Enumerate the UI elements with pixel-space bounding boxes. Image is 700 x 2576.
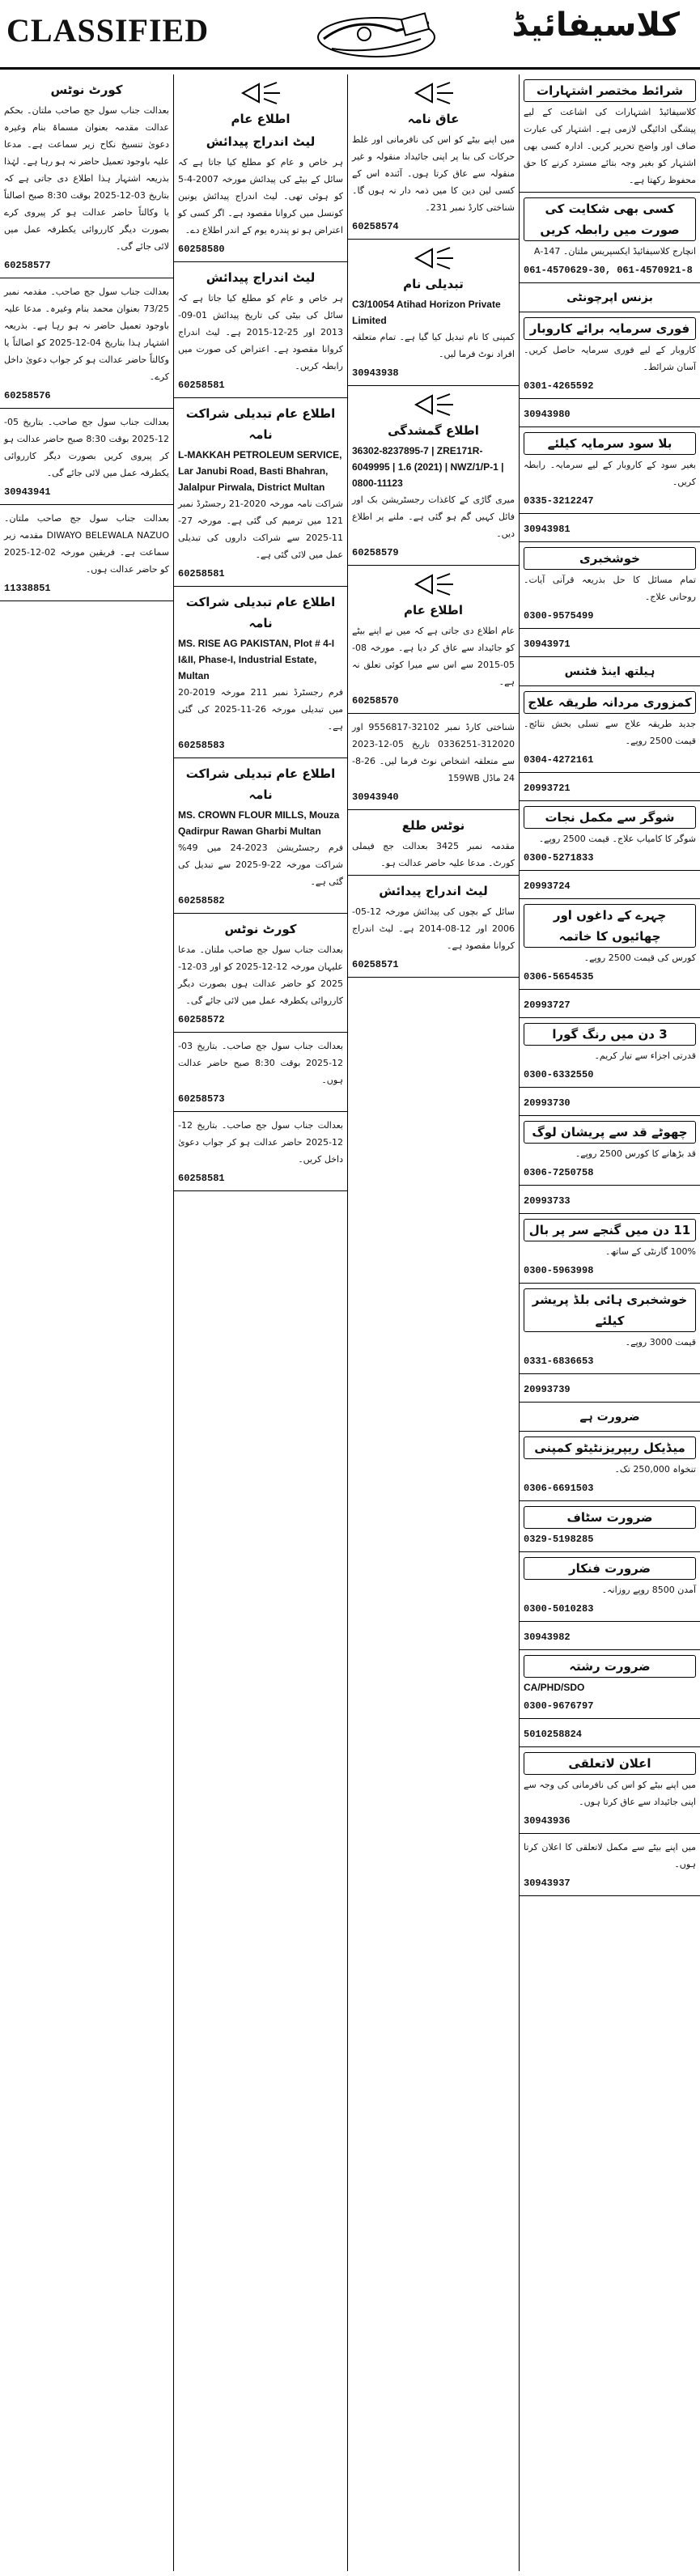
ad-code: 20993739 — [524, 1384, 571, 1395]
classified-ad — [348, 876, 519, 978]
ad-title: لیٹ اندراج پیدائش — [206, 270, 316, 285]
ad-title: اطلاع عام — [231, 112, 291, 126]
ad-code: 0300-9575499 — [524, 610, 594, 622]
ad-body: قدرتی اجزاء سے تیار کریم۔ — [594, 1050, 696, 1061]
classified-ad — [174, 1033, 347, 1112]
ad-body: شوگر کا کامیاب علاج۔ قیمت 2500 روپے۔ — [538, 834, 696, 844]
ad-code: 60258573 — [178, 1093, 225, 1105]
ad-body: بعدالت جناب سول جج صاحب۔ بتاریخ 03-12-2025 بوقت 8:30 صبح حاضر عدالت ہوں۔ — [178, 1041, 344, 1085]
ad-title: کورٹ نوٹس — [224, 922, 297, 936]
ad-body: ہر خاص و عام کو مطلع کیا جاتا ہے کہ سائل کے بیٹے کی پیدائش مورخہ 2007-4-5 کو ہوئی تھی۔ لیٹ اندراج پیدائش یونین کونسل میں کروانا مقصود ہے۔ اگر کسی کو اعتراض ہو تو پندرہ یوم کے اندر اطلاع دے۔ — [178, 157, 343, 236]
ad-english-text: 36302-8237895-7 | ZRE171R-6049995 | 1.6 (2021) | NWZ/1/P-1 | 0800-11123 — [352, 445, 504, 489]
classified-title-ur: کلاسیفائیڈ — [511, 6, 680, 44]
column-2 — [173, 74, 347, 2571]
megaphone-icon — [409, 244, 458, 272]
ad-code: 60258582 — [178, 895, 225, 906]
ad-code: 0335-3212247 — [524, 495, 594, 507]
ad-code: 061-4570629-30, 061-4570921-8 — [524, 265, 693, 276]
chain-icon — [409, 79, 458, 107]
classified-ad — [520, 74, 700, 193]
ad-body: فرم رجسٹرڈ نمبر 211 مورخہ 2019-20 میں تبدیلی مورخہ 26-11-2025 کی گئی ہے۔ — [178, 687, 344, 732]
ad-body: جدید طریقہ علاج سے تسلی بخش نتائج۔ قیمت 2500 روپے۔ — [524, 719, 696, 746]
classified-ad — [174, 74, 347, 262]
ad-code: 0300-5963998 — [524, 1265, 594, 1276]
ad-code: 20993721 — [524, 783, 571, 794]
ad-body: کاروبار کے لیے فوری سرمایہ حاصل کریں۔ آسان شرائط۔ — [524, 345, 696, 372]
section-heading: ضرورت ہے — [520, 1403, 700, 1432]
ad-code: 60258581 — [178, 380, 225, 391]
classified-ad — [348, 714, 519, 810]
ad-body: شراکت نامہ مورخہ 2020-21 رجسٹرڈ نمبر 121 میں ترمیم کی گئی ہے۔ مورخہ 27-11-2025 سے شراکت داروں کی تبدیلی عمل میں لائی گئی ہے۔ — [178, 499, 343, 560]
ad-title: چہرے کے داغوں اور چھائیوں کا خاتمہ — [524, 904, 696, 948]
ad-title: میڈیکل ریپریزنٹیٹو کمپنی — [524, 1437, 696, 1459]
ad-code: 0301-4265592 — [524, 380, 594, 392]
ad-title: ضرورت سٹاف — [524, 1506, 696, 1529]
classified-ad — [174, 758, 347, 914]
classified-ad — [520, 801, 700, 871]
classified-ad — [174, 262, 347, 398]
ad-body: بعدالت جناب سول جج صاحب ملتان۔ بحکم عدالت مقدمہ بعنوان مسماۃ بنام وغیرہ دعویٰ تنسیخ نکاح زیر سماعت ہے۔ مدعا علیہ باوجود تعمیل حاضر نہ ہو رہا ہے۔ لہٰذا بذریعہ اشتہار ہذا اطلاع دی جاتی ہے کہ بتاریخ 03-12-2025 بوقت 8:30 صبح اصالتاً یا وکالتاً حاضر عدالت ہو کر پیروی کرے بصورت دیگر کارروائی یکطرفہ عمل میں لائی جائے گی۔ — [4, 105, 170, 252]
ad-body: قیمت 3000 روپے۔ — [625, 1337, 696, 1347]
ad-code: 30943938 — [352, 367, 399, 379]
classified-ad — [348, 74, 519, 240]
ad-code: 30943936 — [524, 1815, 571, 1827]
ad-code: 60258583 — [178, 740, 225, 751]
ad-body: آمدن 8500 روپے روزانہ۔ — [601, 1585, 696, 1595]
megaphone-icon — [409, 391, 458, 418]
ad-body: کورس کی قیمت 2500 روپے۔ — [583, 953, 696, 963]
section-heading: ہیلتھ اینڈ فٹنس — [520, 657, 700, 686]
classified-ad — [520, 1284, 700, 1374]
ad-body: بعدالت جناب سول جج صاحب۔ بتاریخ 05-12-2025 بوقت 8:30 صبح حاضر عدالت ہو کر پیروی کریں بصورت دیگر کارروائی یکطرفہ عمل میں لائی جائے گی۔ — [4, 417, 170, 478]
ad-code: 0306-5654535 — [524, 971, 594, 982]
handshake-illustration-icon — [308, 6, 445, 63]
classified-ad — [520, 1186, 700, 1214]
ad-code: 20993733 — [524, 1195, 571, 1207]
ad-english-text: MS. CROWN FLOUR MILLS, Mouza Qadirpur Rawan Gharbi Multan — [178, 809, 340, 837]
ad-code: 20993724 — [524, 881, 571, 892]
classified-ad — [520, 871, 700, 899]
ad-body: فرم رجسٹریشن 2023-24 میں 49% شراکت مورخہ 22-9-2025 سے تبدیل کی گئی ہے۔ — [178, 842, 343, 887]
ad-title: ضرورت فنکار — [524, 1557, 696, 1580]
ad-code: 30943940 — [352, 791, 399, 803]
ad-body: میں اپنے بیٹے سے مکمل لاتعلقی کا اعلان کرتا ہوں۔ — [524, 1842, 696, 1869]
ad-body: کلاسیفائیڈ اشتہارات کی اشاعت کے لیے پیشگی ادائیگی لازمی ہے۔ اشتہار کی عبارت صاف اور واضح تحریر کریں۔ ادارہ کسی بھی اشتہار کو بغیر وجہ بتائے مسترد کرنے کا حق محفوظ رکھتا ہے۔ — [524, 107, 696, 185]
ad-body: تنخواہ 250,000 تک۔ — [614, 1464, 696, 1475]
ad-code: 60258576 — [4, 390, 51, 401]
ad-title: شرائط مختصر اشتہارات — [524, 79, 696, 102]
ad-code: 30943982 — [524, 1632, 571, 1643]
ad-title: اعلان لاتعلقی — [524, 1752, 696, 1775]
classified-ad — [0, 409, 173, 505]
ad-body: بغیر سود کے کاروبار کے لیے سرمایہ۔ رابطہ کریں۔ — [524, 460, 696, 487]
classified-ad — [520, 1018, 700, 1088]
ad-code: 30943971 — [524, 639, 571, 650]
ad-title: فوری سرمایہ برائے کاروبار — [524, 317, 696, 340]
classified-ad — [0, 505, 173, 601]
ad-code: 60258581 — [178, 568, 225, 579]
classified-ad — [520, 1622, 700, 1650]
ad-code: 30943937 — [524, 1878, 571, 1889]
classified-ad — [520, 1116, 700, 1186]
ad-title: تبدیلی نام — [403, 277, 464, 291]
classified-ad — [520, 542, 700, 629]
classified-ad — [174, 587, 347, 758]
ad-english-text: CA/PHD/SDO — [524, 1682, 585, 1693]
ad-title: خوشخبری ہائی بلڈ پریشر کیلئے — [524, 1288, 696, 1332]
ad-code: 0306-7250758 — [524, 1167, 594, 1178]
ad-english-text: C3/10054 Atihad Horizon Private Limited — [352, 299, 501, 326]
page-header — [0, 0, 700, 70]
megaphone-icon — [409, 571, 458, 598]
ad-title: اطلاع عام — [403, 603, 463, 617]
ad-body: بعدالت جناب سول جج صاحب۔ بتاریخ 12-12-2025 حاضر عدالت ہو کر جواب دعویٰ داخل کریں۔ — [178, 1120, 343, 1165]
classified-ad — [520, 1214, 700, 1284]
classified-ad — [520, 990, 700, 1018]
classified-ad — [520, 1747, 700, 1834]
classified-ad — [520, 399, 700, 427]
ad-code: 60258571 — [352, 959, 399, 970]
classified-ad — [520, 899, 700, 990]
ad-code: 0300-5271833 — [524, 852, 594, 864]
ad-english-text: MS. RISE AG PAKISTAN, Plot # 4-I I&II, Phase-I, Industrial Estate, Multan — [178, 638, 335, 681]
classified-title-en: CLASSIFIED — [6, 12, 210, 49]
ad-body: میں اپنے بیٹے کو اس کی نافرمانی کی وجہ سے اپنی جائیداد سے عاق کرتا ہوں۔ — [524, 1780, 696, 1807]
ad-code: 0300-5010283 — [524, 1603, 594, 1615]
classified-ad — [520, 193, 700, 283]
classified-ad — [520, 1374, 700, 1403]
ad-title: شوگر سے مکمل نجات — [524, 806, 696, 829]
column-3 — [347, 74, 519, 2571]
ad-body: میں اپنے بیٹے کو اس کی نافرمانی اور غلط حرکات کی بنا پر اپنی جائیداد منقولہ و غیر منقولہ سے عاق کرتا ہوں۔ آئندہ اس کے کسی لین دین کا میں ذمہ دار نہ ہوں گا۔ شناختی کارڈ نمبر 231۔ — [352, 134, 515, 213]
ad-title: 11 دن میں گنجے سر پر بال — [524, 1219, 696, 1241]
classified-ad — [520, 427, 700, 514]
classified-columns — [0, 74, 700, 2571]
section-heading: بزنس اپرچونٹی — [520, 283, 700, 312]
ad-title: نوٹس طلع — [401, 818, 465, 833]
ad-body: ہر خاص و عام کو مطلع کیا جاتا ہے کہ سائل کی بیٹی کی تاریخ پیدائش 01-09-2013 اور 25-12-2015 ہے۔ لیٹ اندراج کروانا مقصود ہے۔ اعتراض کی صورت میں رابطہ کریں۔ — [178, 293, 343, 371]
ad-code: 0304-4272161 — [524, 754, 594, 766]
classified-ad — [348, 386, 519, 566]
ad-body: بعدالت جناب سول جج صاحب ملتان۔ DIWAYO BELEWALA NAZUO مقدمہ زیر سماعت ہے۔ فریقین مورخہ 02-12-2025 کو حاضر عدالت ہوں۔ — [4, 513, 169, 575]
ad-code: 30943941 — [4, 486, 51, 498]
ad-title: لیٹ اندراج پیدائش — [379, 884, 488, 898]
ad-title: بلا سود سرمایہ کیلئے — [524, 432, 696, 455]
ad-body: سائل کے بچوں کی پیدائش مورخہ 12-05-2006 اور 12-08-2014 ہے۔ لیٹ اندراج کروانا مقصود ہے۔ — [352, 906, 515, 951]
ad-body: عام اطلاع دی جاتی ہے کہ میں نے اپنے بیٹے کو جائیداد سے عاق کر دیا ہے۔ مورخہ 08-05-2015 سے اس سے میرا کوئی تعلق نہ ہے۔ — [352, 626, 515, 687]
ad-english-text: L-MAKKAH PETROLEUM SERVICE, Lar Janubi Road, Basti Bhahran, Jalalpur Pirwala, District Multan — [178, 449, 342, 493]
ad-title: ضرورت رشتہ — [524, 1655, 696, 1678]
ad-body: کمپنی کا نام تبدیل کیا گیا ہے۔ تمام متعلقہ افراد نوٹ فرما لیں۔ — [352, 332, 515, 359]
classified-ad — [348, 240, 519, 386]
classified-ad — [0, 278, 173, 409]
classified-ad — [348, 810, 519, 876]
ad-code: 11338851 — [4, 583, 51, 594]
classified-ad — [520, 312, 700, 399]
ad-subtitle: لیٹ اندراج پیدائش — [206, 134, 316, 149]
ad-title: 3 دن میں رنگ گورا — [524, 1023, 696, 1046]
ad-body: شناختی کارڈ نمبر 32102-9556817 اور 312020-0336251 تاریخ 05-12-2023 سے متعلقہ اشخاص نوٹ فرما لیں۔ 26-8-24 ماڈل 159WB — [352, 722, 515, 783]
ad-body: مقدمہ نمبر 3425 بعدالت جج فیملی کورٹ۔ مدعا علیہ حاضر عدالت ہو۔ — [352, 841, 515, 868]
ad-code: 0329-5198285 — [524, 1534, 594, 1545]
classified-ad — [174, 1112, 347, 1191]
classified-ad — [520, 1432, 700, 1501]
ad-body: 100% گارنٹی کے ساتھ۔ — [605, 1246, 696, 1257]
ad-title: کسی بھی شکایت کی صورت میں رابطہ کریں — [524, 197, 696, 241]
ad-code: 0331-6836653 — [524, 1356, 594, 1367]
classified-ad — [174, 398, 347, 587]
ad-code: 60258570 — [352, 695, 399, 707]
ad-body: قد بڑھانے کا کورس 2500 روپے۔ — [575, 1148, 696, 1159]
classified-ad — [520, 629, 700, 657]
ad-title: اطلاع عام تبدیلی شراکت نامہ — [185, 595, 336, 630]
classified-ad — [174, 914, 347, 1033]
classified-ad — [0, 74, 173, 278]
classified-ad — [520, 1834, 700, 1896]
ad-body: تمام مسائل کا حل بذریعہ قرآنی آیات۔ روحانی علاج۔ — [524, 575, 696, 602]
classified-ad — [520, 514, 700, 542]
ad-code: 5010258824 — [524, 1729, 583, 1740]
classified-ad — [520, 1501, 700, 1552]
ad-code: 30943981 — [524, 524, 571, 535]
ad-code: 60258581 — [178, 1173, 225, 1184]
ad-code: 60258579 — [352, 547, 399, 558]
classified-ad — [520, 1552, 700, 1622]
ad-body: بعدالت جناب سول جج صاحب۔ مقدمہ نمبر 73/25 بعنوان محمد بنام وغیرہ۔ مدعا علیہ باوجود تعمیل حاضر نہ ہو رہا ہے۔ بذریعہ اشتہار ہذا بتاریخ 04-12-2025 کو اصالتاً یا وکالتاً حاضر عدالت ہو کر جواب دعویٰ داخل کرے۔ — [4, 286, 169, 382]
ad-code: 60258580 — [178, 244, 225, 255]
ad-title: اطلاع گمشدگی — [388, 423, 479, 438]
classified-ad — [520, 1719, 700, 1747]
ad-code: 20993730 — [524, 1097, 571, 1109]
ad-code: 0300-6332550 — [524, 1069, 594, 1080]
ad-title: اطلاع عام تبدیلی شراکت نامہ — [185, 766, 336, 802]
classified-ad — [520, 686, 700, 773]
ad-body: انچارج کلاسیفائیڈ ایکسپریس ملتان۔ 147-A — [533, 246, 696, 257]
ad-code: 0306-6691503 — [524, 1483, 594, 1494]
ad-title: کمزوری مردانہ طریقہ علاج — [524, 691, 696, 714]
ad-code: 60258577 — [4, 260, 51, 271]
classified-ad — [348, 566, 519, 714]
ad-title: کورٹ نوٹس — [50, 83, 123, 97]
ad-code: 20993727 — [524, 999, 571, 1011]
column-1 — [0, 74, 173, 2571]
ad-code: 60258574 — [352, 221, 399, 232]
ad-title: خوشخبری — [524, 547, 696, 570]
ad-body: میری گاڑی کے کاغذات رجسٹریشن بک اور فائل کہیں گم ہو گئی ہے۔ ملنے پر اطلاع دیں۔ — [352, 494, 515, 539]
ad-code: 60258572 — [178, 1014, 225, 1025]
classified-ad — [520, 773, 700, 801]
ad-title: اطلاع عام تبدیلی شراکت نامہ — [185, 406, 336, 442]
ad-code: 0300-9676797 — [524, 1700, 594, 1712]
ad-body: بعدالت جناب سول جج صاحب ملتان۔ مدعا علیہان مورخہ 12-12-2025 کو اور 03-12-2025 کو حاضر عدالت ہوں بصورت دیگر کارروائی یکطرفہ عمل میں لائی جائے گی۔ — [178, 944, 343, 1006]
classified-ad — [520, 1088, 700, 1116]
column-4 — [519, 74, 700, 2571]
ad-code: 30943980 — [524, 409, 571, 420]
classified-ad — [520, 1650, 700, 1719]
ad-title: چھوٹے قد سے پریشان لوگ — [524, 1121, 696, 1144]
ad-title: عاق نامہ — [407, 112, 460, 126]
megaphone-icon — [236, 79, 285, 107]
